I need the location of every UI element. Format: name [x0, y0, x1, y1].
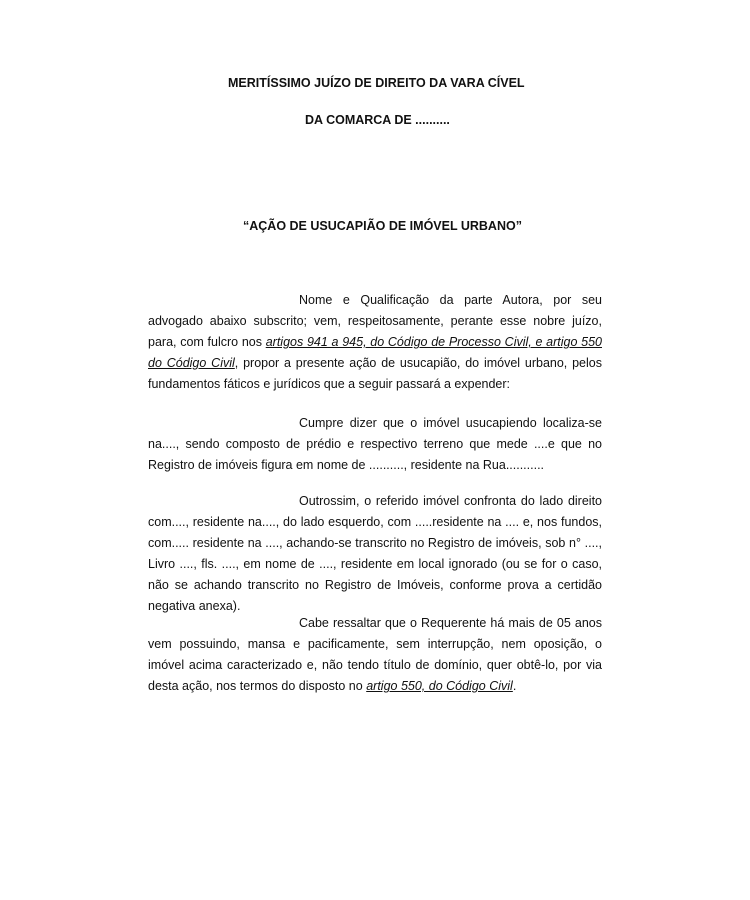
court-heading-line2: DA COMARCA DE .......... [305, 113, 450, 127]
paragraph-text: Outrossim, o referido imóvel confronta do lado direito com...., residente na...., do lado esquerdo, com .....residente na .... e, nos fundos, com..... residente na ...., achando-se transcrito no Registro de imóveis, sob n° ...., Livro ...., fls. ...., em nome de ...., residente em local ignorado (ou se for o caso, não se achando transcrito no Registro de Imóveis, conforme prova a certidão negativa anexa). [148, 494, 602, 613]
paragraph-possession [148, 613, 602, 697]
legal-reference: artigo 550, do Código Civil [366, 679, 513, 693]
paragraph-text: Cumpre dizer que o imóvel usucapiendo localiza-se na...., sendo composto de prédio e respectivo terreno que mede ....e que no Registro de imóveis figura em nome de .........., residente na Rua........... [148, 416, 602, 472]
paragraph-text: Cabe ressaltar que o Requerente há mais de 05 anos vem possuindo, mansa e pacificamente, sem interrupção, nem oposição, o imóvel acima caracterizado e, não tendo título de domínio, quer obtê-lo, por via desta ação, nos termos do disposto no [148, 616, 602, 693]
action-title: “AÇÃO DE USUCAPIÃO DE IMÓVEL URBANO” [243, 219, 522, 233]
paragraph-boundaries [148, 491, 602, 617]
paragraph-text: . [512, 679, 517, 693]
paragraph-text: , propor a presente ação de usucapião, do imóvel urbano, pelos fundamentos fáticos e jurídicos que a seguir passará a expender: [148, 356, 602, 391]
court-heading-line1: MERITÍSSIMO JUÍZO DE DIREITO DA VARA CÍVEL [228, 76, 525, 90]
legal-reference: artigos 941 a 945, do Código de Processo Civil, e artigo 550 do Código Civil [148, 335, 602, 370]
paragraph-text: Nome e Qualificação da parte Autora, por seu advogado abaixo subscrito; vem, respeitosamente, perante esse nobre juízo, para, com fulcro nos [148, 293, 602, 349]
paragraph-parties [148, 290, 602, 395]
paragraph-location [148, 413, 602, 476]
